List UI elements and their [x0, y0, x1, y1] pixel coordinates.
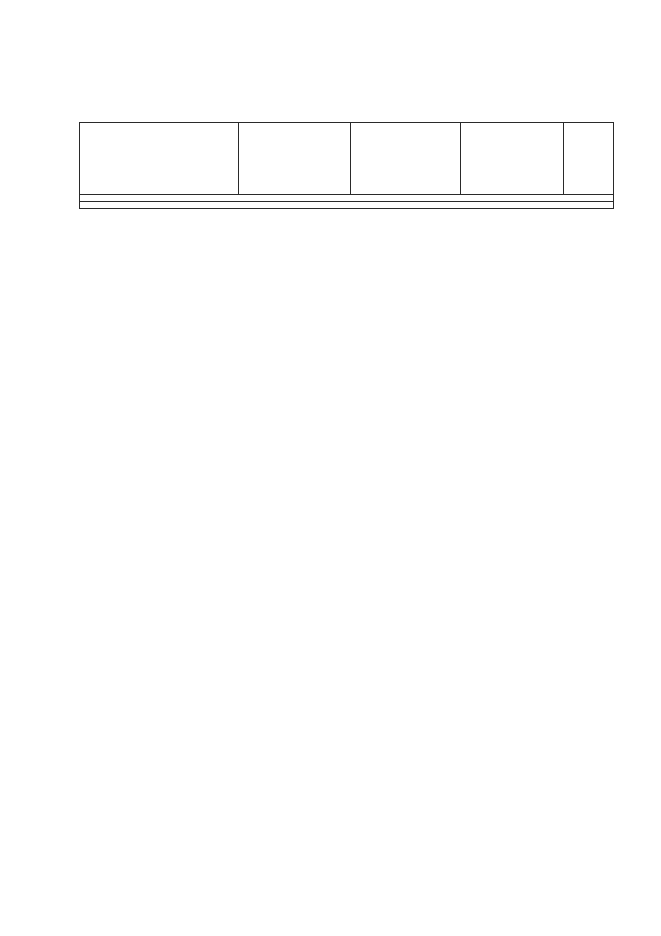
table-caption	[79, 96, 619, 107]
section-row	[80, 195, 614, 202]
inspection-table	[79, 122, 614, 209]
table-header-row	[80, 123, 614, 195]
section-input-control	[80, 195, 614, 202]
header-requirement	[351, 123, 461, 195]
section-row	[80, 202, 614, 209]
header-frequency	[461, 123, 564, 195]
header-method	[239, 123, 351, 195]
table-body	[80, 195, 614, 209]
header-record	[564, 123, 614, 195]
header-material	[80, 123, 239, 195]
section-glass	[80, 202, 614, 209]
